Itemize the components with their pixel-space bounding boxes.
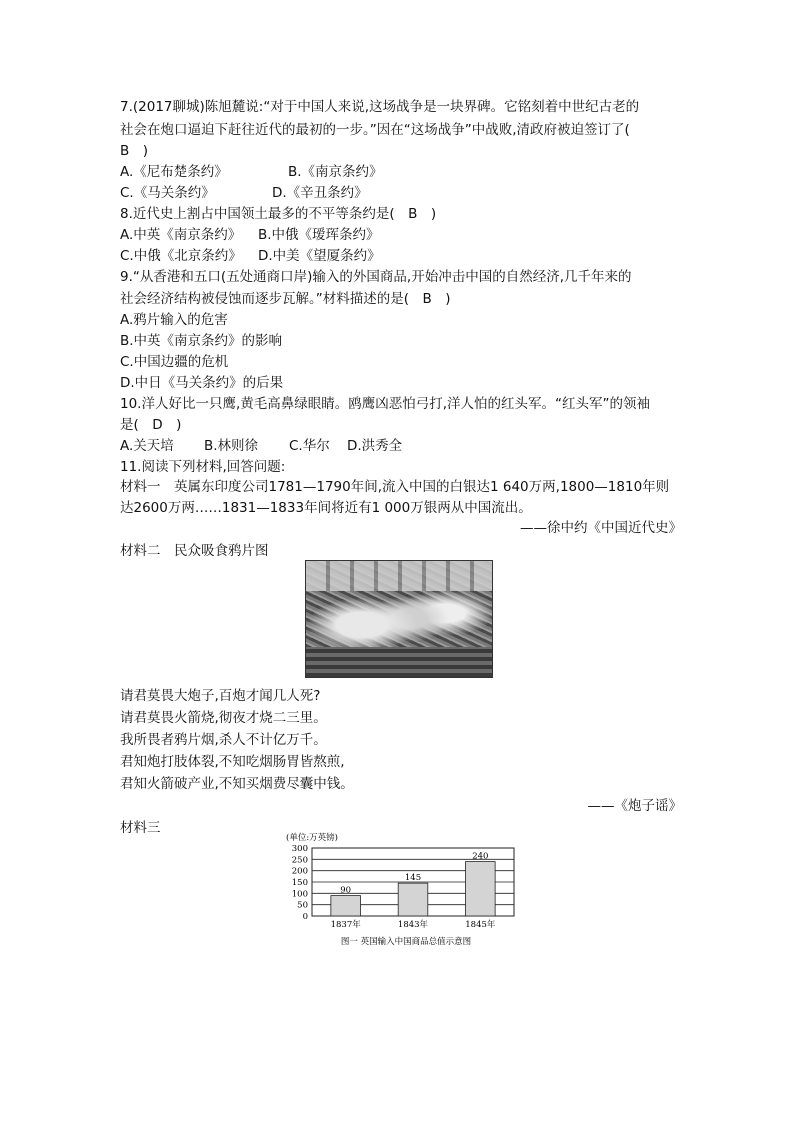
poem-line-4: 君知炮打肢体裂,不知吃烟肠胃皆熬煎, [120,754,345,770]
y-tick-label: 100 [291,889,308,900]
q10-option-a: A.关天培 [120,438,174,454]
poem-line-5: 君知火箭破产业,不知买烟费尽囊中钱。 [120,776,354,792]
bar-1845年 [466,862,496,916]
q7-line3: B ) [120,143,149,159]
q8-stem: 8.近代史上割占中国领土最多的不平等条约是( B ) [120,206,437,222]
q10-option-c: C.华尔 [289,438,330,454]
q8-option-a: A.中英《南京条约》 [120,227,242,243]
material1-source: ——徐中约《中国近代史》 [520,520,682,536]
q9-option-a: A.鸦片输入的危害 [120,312,228,328]
y-tick-label: 0 [302,912,308,922]
q7-option-c: C.《马关条约》 [120,185,215,201]
material1-line2: 达2600万两……1831—1833年间将近有1 000万银两从中国流出。 [120,500,532,516]
q11-stem: 11.阅读下列材料,回答问题: [120,459,286,475]
y-tick-label: 150 [291,878,308,888]
q8-option-c: C.中俄《北京条约》 [120,248,242,264]
poem-line-2: 请君莫畏火箭烧,彻夜才烧二三里。 [120,710,327,726]
q7-option-a: A.《尼布楚条约》 [120,164,228,180]
material2-title: 材料二 民众吸食鸦片图 [120,543,269,559]
x-category-label: 1843年 [397,920,429,930]
q9-line2: 社会经济结构被侵蚀而逐步瓦解。”材料描述的是( B ) [120,291,451,307]
q9-option-b: B.中英《南京条约》的影响 [120,333,283,349]
poem-line-3: 我所畏者鸦片烟,杀人不计亿万千。 [120,732,327,748]
y-tick-label: 50 [297,900,308,911]
material1-line1: 材料一 英属东印度公司1781—1790年间,流入中国的白银达1 640万两,1800—1810年则 [120,479,670,495]
bar-1837年 [331,896,361,916]
q9-option-c: C.中国边疆的危机 [120,354,229,370]
y-tick-label: 200 [291,866,308,877]
poem-line-1: 请君莫畏大炮子,百炮才闻几人死? [120,688,321,704]
q7-option-d: D.《辛丑条约》 [272,185,368,201]
chart-title: 图一 英国输入中国商品总值示意图 [340,937,472,947]
q7-line2: 社会在炮口逼迫下赶往近代的最初的一步。”因在“这场战争”中战败,清政府被迫签订了( [120,122,630,138]
opium-smoking-photo [305,560,493,678]
q10-option-b: B.林则徐 [204,438,259,454]
x-category-label: 1845年 [465,920,496,930]
photo-shelf [306,561,492,591]
y-tick-label: 300 [291,844,308,854]
bar-value-label: 145 [404,873,422,884]
bar-1843年 [398,883,428,916]
q10-line2: 是( D ) [120,417,182,433]
q7-line1: 7.(2017聊城)陈旭麓说:“对于中国人来说,这场战争是一块界碑。它铭刻着中世纪古老的 [120,99,640,115]
bar-value-label: 90 [340,885,352,896]
photo-bed [306,647,492,677]
q10-line1: 10.洋人好比一只鹰,黄毛高鼻绿眼睛。鸥鹰凶恶怕弓打,洋人怕的红头军。“红头军”的领袖 [120,396,651,412]
poem-source: ——《炮子谣》 [587,798,682,814]
import-value-bar-chart [270,828,530,952]
q9-line1: 9.“从香港和五口(五处通商口岸)输入的外国商品,开始冲击中国的自然经济,几千年来的 [120,269,632,285]
q7-option-b: B.《南京条约》 [288,164,383,180]
q9-option-d: D.中日《马关条约》的后果 [120,375,284,391]
q8-option-d: D.中美《望厦条约》 [258,248,381,264]
y-tick-label: 250 [291,855,308,866]
material3-title: 材料三 [120,820,161,836]
chart-unit-label: (单位:万英镑) [286,833,338,843]
q8-option-b: B.中俄《瑷珲条约》 [258,227,380,243]
x-category-label: 1837年 [330,920,361,930]
bar-value-label: 240 [472,851,489,862]
q10-option-d: D.洪秀全 [347,438,403,454]
